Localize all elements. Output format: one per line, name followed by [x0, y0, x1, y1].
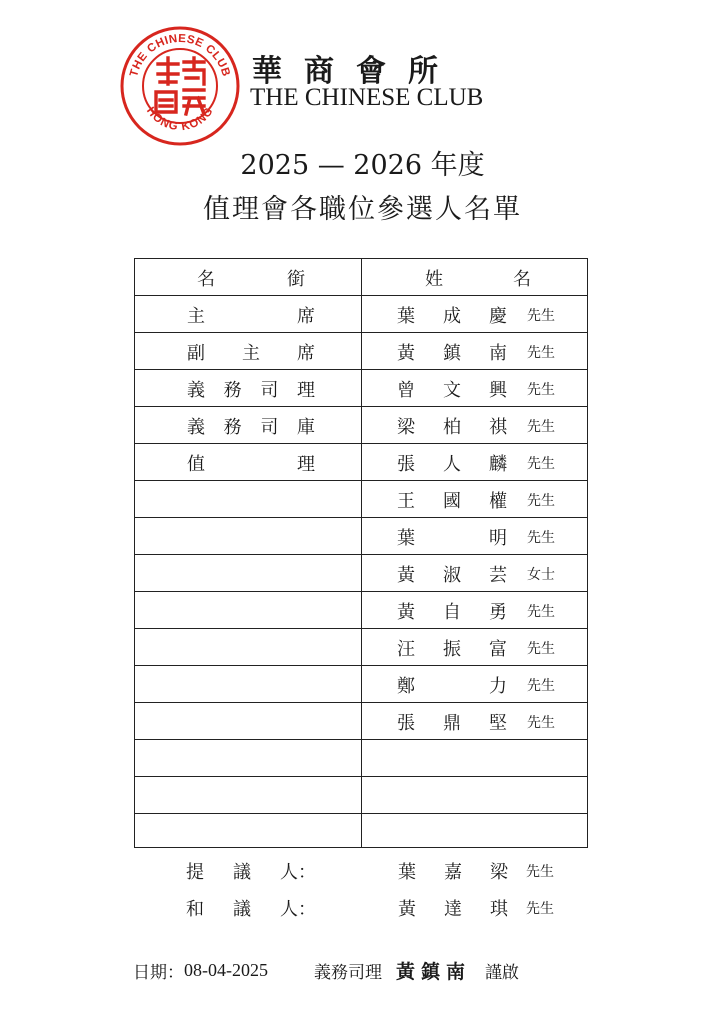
club-logo — [120, 26, 240, 146]
club-name-english: THE CHINESE CLUB — [250, 84, 484, 111]
position-title-cell — [187, 481, 315, 518]
header-title-cell — [197, 259, 305, 296]
candidate-name-char: 堅 — [489, 712, 507, 734]
position-title-cell — [187, 629, 315, 666]
position-title-char: 值 — [187, 453, 205, 475]
document-title: 值理會各職位參選人名單 — [203, 194, 522, 225]
candidate-name-cell — [397, 592, 507, 629]
date-label: 日期： — [133, 962, 184, 983]
proposer-name-char: 黃 — [398, 899, 416, 920]
table-row — [135, 370, 587, 407]
candidate-name-char: 梁 — [397, 416, 415, 438]
honorific-suffix: 先生 — [527, 455, 555, 472]
candidate-name-cell — [397, 555, 507, 592]
header-title-char: 名 — [197, 268, 215, 290]
candidate-name-char: 葉 — [397, 527, 415, 549]
proposer-label-char: 議 — [233, 899, 251, 920]
table-row — [135, 296, 587, 333]
honorific-suffix: 先生 — [527, 640, 555, 657]
position-title-cell — [187, 333, 315, 370]
honorific-suffix: 先生 — [527, 677, 555, 694]
proposer-label — [186, 893, 316, 923]
candidate-name-cell — [397, 296, 507, 333]
table-row — [135, 518, 587, 555]
candidate-name-char: 明 — [489, 527, 507, 549]
proposer-row — [0, 856, 725, 886]
candidate-name-cell — [397, 333, 507, 370]
club-name-chinese: 華商會所 — [252, 54, 460, 89]
table-row — [135, 740, 587, 777]
header-name-cell — [425, 259, 531, 296]
proposer-name — [398, 893, 508, 923]
position-title-cell — [187, 518, 315, 555]
header-title-char: 銜 — [287, 268, 305, 290]
candidate-name-char: 黃 — [397, 342, 415, 364]
position-title-cell — [187, 555, 315, 592]
candidate-name-char: 柏 — [443, 416, 461, 438]
candidate-name-char: 文 — [443, 379, 461, 401]
candidate-name-char: 麟 — [489, 453, 507, 475]
proposer-name-char: 梁 — [490, 862, 508, 883]
honorific-suffix: 先生 — [527, 307, 555, 324]
candidate-name-cell — [397, 481, 507, 518]
date-value: 08-04-2025 — [184, 959, 268, 980]
candidate-name-cell — [397, 629, 507, 666]
proposer-name-char: 琪 — [490, 899, 508, 920]
candidate-name-char: 人 — [443, 453, 461, 475]
proposer-name — [398, 856, 508, 886]
position-title-char: 務 — [223, 379, 242, 401]
table-row — [135, 481, 587, 518]
candidate-name-char: 富 — [489, 638, 507, 660]
position-title-cell — [187, 370, 315, 407]
sign-off: 謹啟 — [485, 962, 520, 983]
candidate-name-cell — [397, 740, 507, 777]
table-row — [135, 666, 587, 703]
position-title-char: 理 — [297, 453, 315, 475]
candidate-name-char: 黃 — [397, 601, 415, 623]
proposer-name-char: 葉 — [398, 862, 416, 883]
honorific-suffix: 女士 — [527, 566, 555, 583]
position-title-cell — [187, 666, 315, 703]
candidate-name-cell — [397, 814, 507, 851]
position-title-char: 理 — [296, 379, 315, 401]
table-row — [135, 814, 587, 851]
candidate-name-char: 王 — [397, 490, 415, 512]
header-name-char: 名 — [513, 268, 531, 290]
position-title-cell — [187, 444, 315, 481]
candidate-name-char: 祺 — [489, 416, 507, 438]
honorific-suffix: 先生 — [527, 603, 555, 620]
document-year-title: 2025 — 2026 年度 — [240, 150, 485, 181]
candidate-name-char: 振 — [443, 638, 461, 660]
candidate-name-char: 鎮 — [443, 342, 461, 364]
candidate-name-char: 自 — [443, 601, 461, 623]
candidate-name-char: 鼎 — [443, 712, 461, 734]
proposer-label-char: 人： — [280, 899, 316, 920]
honorific-suffix: 先生 — [527, 418, 555, 435]
proposer-label-char: 提 — [186, 862, 204, 883]
table-row — [135, 407, 587, 444]
candidate-name-cell — [397, 518, 507, 555]
candidate-name-char: 淑 — [443, 564, 461, 586]
position-title-char: 副 — [187, 342, 205, 364]
position-title-cell — [187, 740, 315, 777]
signer-name: 黃鎮南 — [396, 960, 472, 983]
honorific-suffix: 先生 — [527, 714, 555, 731]
club-seal-icon — [120, 26, 240, 146]
logo-ring-top-text: THE CHINESE CLUB — [128, 32, 232, 79]
proposer-label — [186, 856, 316, 886]
candidate-name-char: 興 — [489, 379, 507, 401]
table-row — [135, 444, 587, 481]
position-title-char: 義 — [187, 379, 205, 401]
position-title-cell — [187, 777, 315, 814]
candidate-name-char: 汪 — [397, 638, 415, 660]
candidate-name-char: 鄭 — [397, 675, 415, 697]
candidate-name-char: 芸 — [489, 564, 507, 586]
table-row — [135, 703, 587, 740]
table-row — [135, 592, 587, 629]
candidate-name-cell — [397, 407, 507, 444]
honorific-suffix: 先生 — [527, 344, 555, 361]
position-title-char: 義 — [187, 416, 205, 438]
proposer-name-char: 嘉 — [444, 862, 462, 883]
candidates-table — [134, 258, 588, 848]
honorific-suffix: 先生 — [526, 901, 554, 917]
footer — [133, 955, 603, 985]
position-title-cell — [187, 703, 315, 740]
candidate-name-char: 曾 — [397, 379, 415, 401]
candidate-name-char: 權 — [489, 490, 507, 512]
honorific-suffix: 先生 — [527, 492, 555, 509]
candidate-name-char: 張 — [397, 712, 415, 734]
candidate-name-char: 成 — [443, 305, 461, 327]
position-title-cell — [187, 814, 315, 851]
candidate-name-cell — [397, 777, 507, 814]
candidate-name-char: 葉 — [397, 305, 415, 327]
seconder-row — [0, 893, 725, 923]
position-title-char: 司 — [260, 379, 279, 401]
signer-title: 義務司理 — [314, 962, 382, 983]
position-title-char: 庫 — [296, 416, 315, 438]
position-title-cell — [187, 592, 315, 629]
position-title-char: 主 — [242, 342, 260, 364]
proposer-name-char: 達 — [444, 899, 462, 920]
position-title-char: 司 — [260, 416, 279, 438]
table-row — [135, 333, 587, 370]
position-title-cell — [187, 407, 315, 444]
candidate-name-char: 南 — [489, 342, 507, 364]
position-title-cell — [187, 296, 315, 333]
proposer-label-char: 人： — [280, 862, 316, 883]
table-header-row — [135, 259, 587, 296]
position-title-char: 主 — [187, 305, 205, 327]
header-name-char: 姓 — [425, 268, 443, 290]
position-title-char: 席 — [297, 342, 315, 364]
logo-ring-bottom-text: HONG KONG — [143, 105, 217, 134]
candidate-name-char: 慶 — [489, 305, 507, 327]
honorific-suffix: 先生 — [527, 529, 555, 546]
proposer-label-char: 議 — [233, 862, 251, 883]
table-row — [135, 777, 587, 814]
candidate-name-char: 國 — [443, 490, 461, 512]
candidate-name-char: 黃 — [397, 564, 415, 586]
candidate-name-char: 張 — [397, 453, 415, 475]
candidate-name-char: 力 — [489, 675, 507, 697]
table-row — [135, 629, 587, 666]
table-row — [135, 555, 587, 592]
position-title-char: 務 — [223, 416, 242, 438]
candidate-name-cell — [397, 703, 507, 740]
proposer-label-char: 和 — [186, 899, 204, 920]
position-title-char: 席 — [297, 305, 315, 327]
candidate-name-cell — [397, 444, 507, 481]
honorific-suffix: 先生 — [527, 381, 555, 398]
candidate-name-cell — [397, 666, 507, 703]
candidate-name-char: 勇 — [489, 601, 507, 623]
candidate-name-cell — [397, 370, 507, 407]
honorific-suffix: 先生 — [526, 864, 554, 880]
